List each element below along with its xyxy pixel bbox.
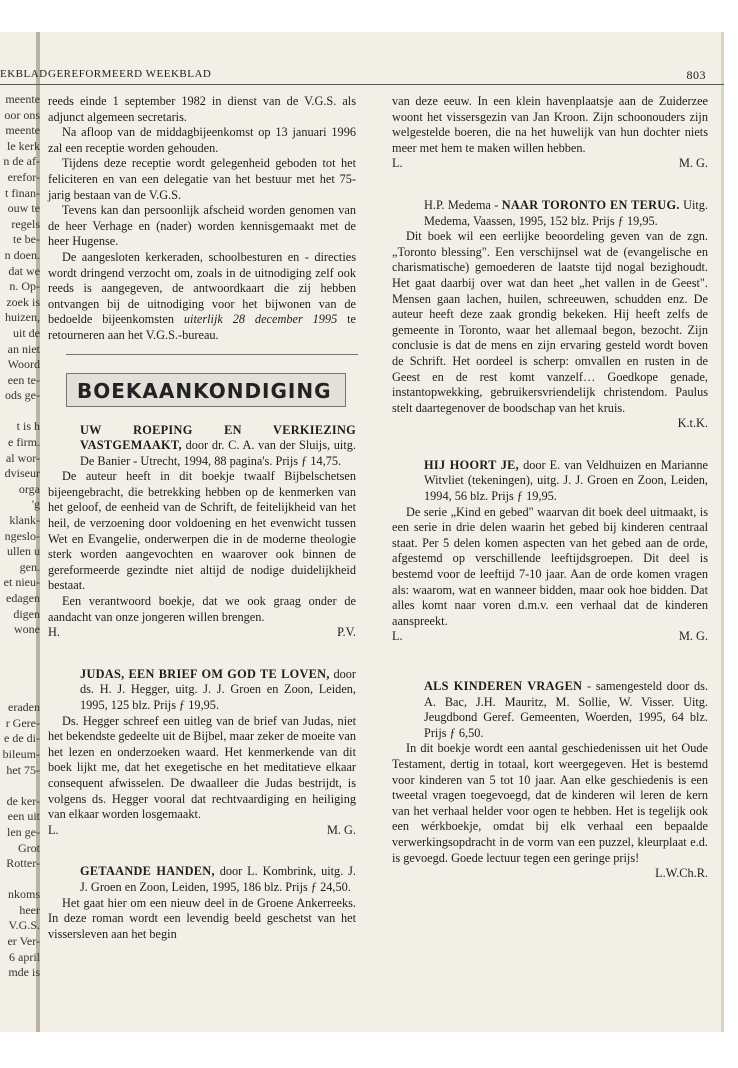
strip-line: een uit [7, 809, 40, 824]
strip-line: zoek is [6, 294, 40, 309]
strip-line: len ge- [7, 824, 40, 839]
review-heading [48, 864, 356, 895]
book-review [48, 864, 356, 942]
book-title: HIJ HOORT JE, [424, 457, 520, 472]
signature-right: M. G. [678, 629, 708, 644]
strip-line [0, 638, 44, 654]
book-review [48, 667, 356, 839]
page-number: 803 [686, 68, 706, 82]
strip-line: et nieu- [3, 575, 40, 590]
book-title: NAAR TORONTO EN TERUG. [501, 197, 680, 212]
strip-line: bileum- [2, 746, 40, 761]
review-heading [392, 458, 708, 505]
review-heading [48, 423, 356, 470]
review-signature [48, 625, 356, 641]
signature-left: L. [48, 822, 59, 837]
announcement-paragraph: reeds einde 1 september 1982 in dienst van de V.G.S. als adjunct algemeen secretaris. [48, 94, 356, 124]
announcement-paragraph: Na afloop van de middagbijeenkomst op 13 januari 1996 zal een receptie worden gehouden. [48, 125, 356, 155]
signature-right: K.t.K. [677, 416, 708, 431]
strip-line: te be- [13, 232, 40, 247]
strip-line: ouw te [7, 201, 40, 216]
book-biblio: door E. van Veldhuizen en Marianne Witvliet (tekeningen), uitg. J. J. Groen en Zoon, Leiden, 1994, 56 blz. Prijs ƒ 19,95. [424, 457, 708, 504]
announcement-paragraph [48, 250, 356, 344]
signature-left: L. [392, 156, 403, 171]
strip-line: oor ons [4, 107, 40, 122]
review-paragraph: Ds. Hegger schreef een uitleg van de brief van Judas, niet het bekendste gedeelte uit de Bijbel, maar zeker de moeite van het lezen en onderzoeken waard. Het kenmerkende van dit boek lijkt me, dat het exegetische en het meditatieve elkaar consequent afwisselen. De dwaalleer die Judas bestrijdt, is volgens ds. Hegger vooral dat rechtvaardiging en heiliging van elkaar worden losgemaakt. [48, 713, 356, 822]
strip-line: n. Op- [9, 279, 40, 294]
strip-line: klank- [9, 513, 40, 528]
review-paragraph: De serie „Kind en gebed" waarvan dit boek deel uitmaakt, is een serie in drie delen waarin het gebed bij kinderen centraal staat. Per 5 delen komen aspecten van het gebed aan de orde, afgestemd op verschillende leeftijdsgroepen. Dit deel is bestemd voor de leeftijd 7-10 jaar. Aan de orde komen vragen als: waarom, wat en wanneer bidden, maar ook hoe bidden. Dat alles komt naar voren d.m.v. een verhaal dat de kinderen aanspreekt. [392, 504, 708, 628]
strip-line [0, 404, 44, 420]
previous-page-header-fragment: EKBLAD [0, 68, 48, 80]
strip-line: n de af- [3, 154, 40, 169]
strip-line: gen. [19, 559, 40, 574]
strip-line: ngeslo- [4, 528, 40, 543]
strip-line [0, 872, 44, 888]
strip-line: wone [14, 622, 40, 637]
strip-line: 'g [31, 497, 40, 512]
right-column [392, 94, 708, 882]
left-column [48, 94, 356, 942]
strip-line: een te- [7, 372, 40, 387]
strip-line: dviseur [4, 466, 40, 481]
book-biblio: door ds. H. J. Hegger, uitg. J. J. Groen en Zoon, Leiden, 1995, 125 blz. Prijs ƒ 19,95. [80, 666, 356, 712]
book-review [48, 423, 356, 641]
strip-line: meente [5, 92, 40, 106]
strip-line: heer [19, 902, 40, 917]
signature-right: M. G. [678, 156, 708, 171]
section-heading: BOEKAANKONDIGING [66, 373, 346, 407]
book-review [392, 458, 708, 645]
review-heading [392, 198, 708, 229]
announcement-text: te retourneren aan het V.G.S.-bureau. [48, 312, 357, 342]
book-biblio: Uitg. Medema, Vaassen, 1995, 152 blz. Prijs ƒ 19,95. [424, 197, 709, 228]
strip-line: uit de [13, 325, 40, 340]
announcement-paragraph: Tevens kan dan persoonlijk afscheid worden genomen van de heer Verhage en (nader) worden kennisgemaakt met de heer Hugense. [48, 203, 356, 249]
review-paragraph: Het gaat hier om een nieuw deel in de Groene Ankerreeks. In deze roman wordt een levendig beeld geschetst van het vissersleven aan het begin [48, 895, 356, 941]
strip-line: dat we [8, 263, 40, 278]
book-title: ALS KINDEREN VRAGEN [424, 679, 583, 693]
strip-line: al wor- [5, 450, 40, 465]
strip-line: Rotter- [6, 856, 40, 871]
review-heading [392, 679, 708, 741]
page-edge [721, 32, 724, 1032]
review-continuation: van deze eeuw. In een klein havenplaatsje aan de Zuiderzee woont het vissersgezin van Jan Kroon. Zijn schoonouders zijn welgestelde boeren, die na het huwelijk van hun dochter niets meer met hem te maken willen hebben. [392, 94, 708, 155]
strip-line: het 75- [6, 762, 40, 777]
review-signature [48, 823, 356, 839]
book-review [392, 679, 708, 882]
strip-line: t is h [16, 419, 40, 434]
review-signature [392, 156, 708, 172]
previous-page-text-strip [0, 92, 44, 1022]
book-title: JUDAS, EEN BRIEF OM GOD TE LOVEN, [80, 666, 330, 681]
strip-line: Grot [18, 840, 40, 855]
book-biblio: door dr. C. A. van der Sluijs, uitg. De Banier - Utrecht, 1994, 88 pagina's. Prijs ƒ 14,75. [80, 438, 356, 468]
book-biblio: - samengesteld door ds. A. Bac, J.H. Mauritz, M. Sollie, W. Visser. Uitg. Jeugdbond Geref. Gemeenten, Woerden, 1995, 64 blz. Prijs ƒ 6,50. [424, 679, 708, 740]
strip-line: r Gere- [5, 715, 40, 730]
return-deadline: uiterlijk 28 december 1995 [183, 312, 338, 327]
book-review [392, 198, 708, 432]
strip-line: de ker- [6, 793, 40, 808]
strip-line: orga [18, 481, 40, 496]
strip-line: V.G.S. [8, 918, 40, 933]
announcement-paragraph: Tijdens deze receptie wordt gelegenheid geboden tot het feliciteren en van een delegatie van het bestuur met het 75-jarig bestaan van de V.G.S. [48, 156, 356, 202]
strip-line: ullen u [7, 544, 40, 559]
strip-line: e firm. [8, 435, 40, 450]
strip-line: edagen [6, 591, 40, 605]
strip-line [0, 685, 44, 701]
review-paragraph: In dit boekje wordt een aantal geschiedenissen uit het Oude Testament, dertig in totaal, kort weergegeven. Het is bestemd voor kinderen van 5 tot 10 jaar. Aan elke geschiedenis is een tweetal vragen toegevoegd, dat de kinderen wil leren de kern van het verhaal helder voor ogen te hebben. Het is tegelijk ook een wérkboekje, omdat bij elk verhaal een bepaalde verwerkingsopdracht in de vorm van een puzzel, kleurplaat e.d. is gevoegd. Goede lectuur tegen een geringe prijs! [392, 741, 708, 865]
strip-line [0, 669, 44, 685]
strip-line: mde is [8, 965, 40, 980]
strip-line: huizen, [5, 310, 40, 325]
header-rule [0, 84, 724, 85]
strip-line: an niet [7, 341, 40, 356]
review-paragraph: Een verantwoord boekje, dat we ook graag onder de aandacht van onze jongeren willen brengen. [48, 594, 356, 624]
strip-line: meente [5, 123, 40, 138]
signature-right: M. G. [326, 822, 356, 837]
signature-right: L.W.Ch.R. [655, 866, 708, 881]
review-paragraph: Dit boek wil een eerlijke beoordeling geven van de zgn. „Toronto blessing". Een verschijnsel wat de (evangelische en charismatische) gemoederen de laatste tijd nogal bezighoudt. Het gaat daarbij over wat dan heet „het vallen in de Geest". Mensen gaan lachen, huilen, schreeuwen, schudden enz. De auteur heeft deze zaak grondig bekeken. Hij heeft zelfs de gemeente in Toronto, waar het allemaal begon, bezocht. Zijn conclusie is dat de mens en zijn ervaring gesteld wordt boven de Schrift. Het oordeel is scherp: omvallen en rusten in de Geest en de rest komt vanzelf… Goedkope genade, instantopwekking, gebruikersvriendelijk christendom. Paulus stelt daartegenover de boodschap van het kruis. [392, 229, 708, 415]
publication-title: GEREFORMEERD WEEKBLAD [48, 68, 212, 80]
strip-line: nkoms [7, 887, 40, 902]
strip-line: 6 april [9, 949, 40, 964]
review-signature [392, 629, 708, 645]
strip-line: t finan- [5, 185, 40, 200]
review-heading [48, 667, 356, 714]
signature-right: P.V. [337, 625, 356, 640]
strip-line: er Ver- [7, 934, 40, 949]
strip-line [0, 653, 44, 669]
strip-line: e de di- [4, 731, 40, 746]
strip-line: Woord [7, 357, 40, 372]
strip-line: digen [13, 606, 40, 621]
signature-left: L. [392, 629, 403, 644]
strip-line: erefor- [7, 169, 40, 184]
book-biblio: door L. Kombrink, uitg. J. J. Groen en Zoon, Leiden, 1995, 186 blz. Prijs ƒ 24,50. [80, 864, 356, 894]
strip-line: eraden [8, 700, 40, 715]
running-header [0, 64, 724, 84]
strip-line: le kerk [7, 138, 40, 153]
announcement-text: De aangesloten kerkeraden, schoolbesturen en - directies wordt dringend verzocht om, zoals in de uitnodiging zelf ook reeds is aangegeven, de antwoordkaart die zij hebben ontvangen bij de uitnodiging voor het bijwonen van de bedoelde bijeenkomsten [48, 249, 356, 327]
strip-line [0, 778, 44, 794]
strip-line: ods ge- [5, 388, 40, 403]
book-author: H.P. Medema - [424, 197, 502, 212]
review-paragraph: De auteur heeft in dit boekje twaalf Bijbelschetsen bijeengebracht, die betrekking hebben op de kenmerken van het geloof, de eenheid van de Schrift, de feitelijkheid van het heil, de verzoening door voldoening en het evenwicht tussen Wet en Evangelie, onderwerpen die in de moderne theologie sterk worden aangevochten en waarover ook binnen de gereformeerde gezindte niet altijd de nodige duidelijkheid bestaat. [48, 469, 356, 593]
book-title: GETAANDE HANDEN, [80, 864, 215, 879]
book-title: UW ROEPING EN VERKIEZING VASTGEMAAKT, [80, 422, 356, 453]
signature-left: H. [48, 625, 60, 640]
section-rule [66, 354, 358, 355]
strip-line: n doen. [4, 247, 40, 262]
strip-line: regels [11, 216, 40, 231]
